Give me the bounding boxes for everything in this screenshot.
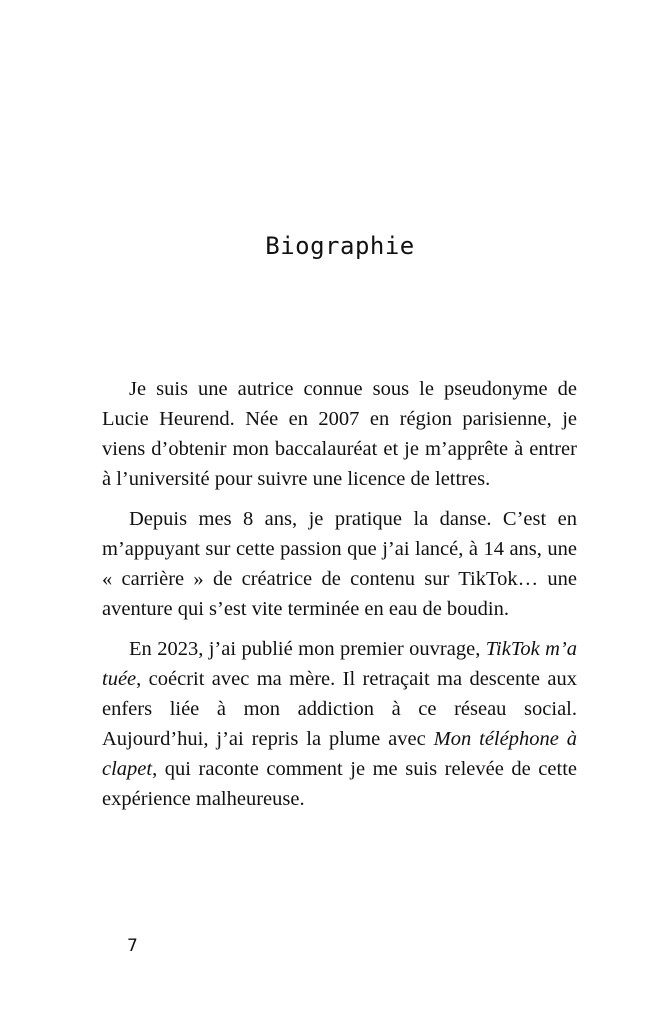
book-title-2: Mon téléphone à clapet (102, 728, 577, 780)
paragraph-1: Je suis une autrice connue sous le pseudonyme de Lucie Heurend. Née en 2007 en région parisienne, je viens d’obtenir mon baccalauréat et je m’apprête à entrer à l’université pour suivre une licence de lettres. (102, 378, 577, 490)
paragraph-3-text: En 2023, j’ai publié mon premier ouvrage, (129, 638, 486, 660)
page-number: 7 (127, 936, 138, 956)
paragraph-3-text: , coécrit avec ma mère. Il retraçait ma descente aux enfers liée à mon addiction à ce réseau social. Aujourd’hui, j’ai repris la plume avec (102, 668, 577, 750)
biography-text (102, 374, 577, 824)
book-title-1: TikTok m’a tuée (102, 638, 577, 690)
page-title: Biographie (265, 232, 415, 260)
paragraph-3 (102, 634, 577, 814)
paragraph-3-text: , qui raconte comment je me suis relevée de cette expérience malheureuse. (102, 758, 577, 810)
paragraph-2: Depuis mes 8 ans, je pratique la danse. C’est en m’appuyant sur cette passion que j’ai lancé, à 14 ans, une « carrière » de créatrice de contenu sur TikTok… une aventure qui s’est vite terminée en eau de boudin. (102, 508, 577, 620)
